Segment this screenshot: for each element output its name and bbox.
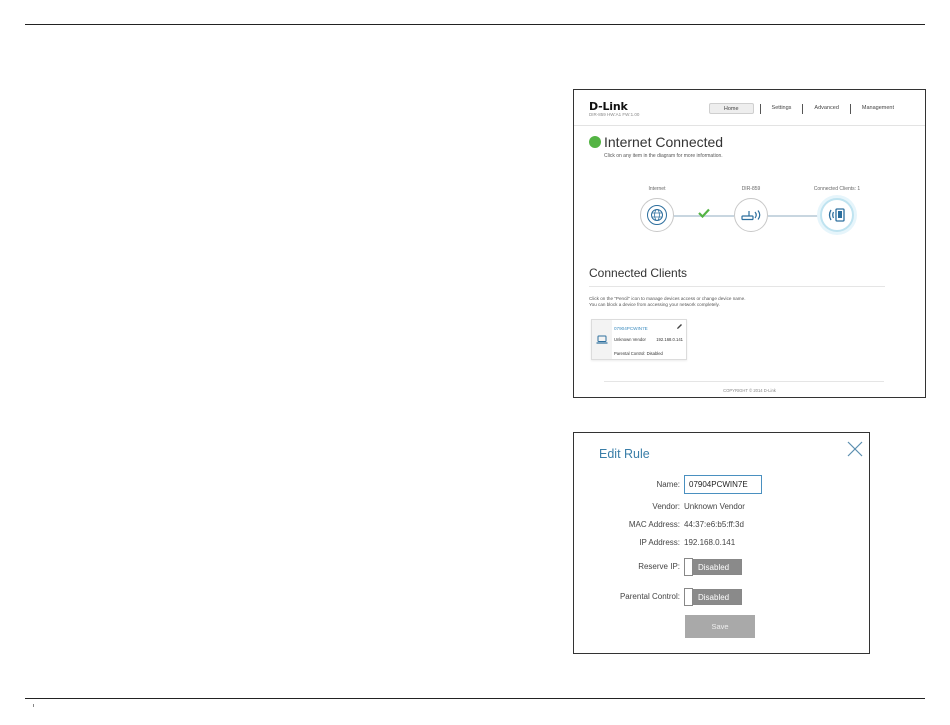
parental-control-toggle[interactable] [684, 589, 742, 605]
reserve-ip-label: Reserve IP: [638, 562, 680, 571]
vendor-label: Vendor: [652, 502, 680, 511]
copyright: COPYRIGHT © 2014 D-Link [723, 388, 776, 393]
parental-control-label: Parental Control: [619, 592, 680, 601]
card-sidebar [592, 320, 612, 359]
connected-clients-title: Connected Clients [589, 266, 688, 280]
dlink-logo: D-Link [589, 100, 628, 113]
ip-label: IP Address: [639, 538, 680, 547]
router-icon [739, 208, 763, 222]
router-node[interactable] [734, 198, 768, 232]
page-bottom-rule [25, 698, 925, 699]
toggle-knob [684, 588, 693, 606]
laptop-icon [596, 335, 608, 344]
dialog-title: Edit Rule [599, 447, 650, 461]
parental-control-state: Disabled [698, 593, 730, 602]
vendor-value: Unknown Vendor [684, 502, 745, 511]
main-nav [709, 103, 905, 114]
nav-management[interactable]: Management [861, 105, 894, 111]
client-ip: 192.168.0.141 [656, 337, 683, 342]
reserve-ip-toggle[interactable] [684, 559, 742, 575]
client-parental-status: Parental Control: Disabled [614, 351, 663, 356]
ip-value: 192.168.0.141 [684, 538, 736, 547]
toggle-knob [684, 558, 693, 576]
page-tick-mark [33, 704, 34, 707]
footer-divider [604, 381, 884, 382]
clients-label: Connected Clients: 1 [813, 186, 861, 192]
pencil-icon[interactable] [676, 323, 683, 330]
client-vendor: Unknown Vendor [614, 337, 646, 342]
description-line-1: Click on the "Pencil" icon to manage devices access or change device name. [589, 296, 746, 301]
save-button[interactable]: Save [685, 615, 755, 638]
status-subtitle: Click on any item in the diagram for more information. [604, 153, 723, 159]
description-line-2: You can block a device from accessing your network completely. [589, 302, 720, 307]
router-clients-link [768, 215, 820, 217]
router-label: DIR-859 [741, 186, 761, 192]
close-icon[interactable] [847, 441, 863, 457]
client-card[interactable] [591, 319, 687, 360]
model-info: DIR-859 HW:A1 FW:1.00 [589, 112, 640, 117]
status-title: Internet Connected [604, 134, 724, 150]
wireless-device-icon [826, 207, 848, 223]
internet-node[interactable] [640, 198, 674, 232]
nav-advanced[interactable]: Advanced [814, 105, 839, 111]
connected-clients-description [589, 296, 745, 308]
mac-label: MAC Address: [628, 520, 680, 529]
home-screenshot [573, 89, 926, 398]
reserve-ip-state: Disabled [698, 563, 730, 572]
edit-rule-dialog [573, 432, 870, 654]
clients-node[interactable] [820, 198, 854, 232]
client-name: 07904PCWIN7E [614, 326, 648, 331]
mac-value: 44:37:e6:b5:ff:3d [684, 520, 744, 529]
globe-icon [647, 205, 667, 225]
internet-label: Internet [648, 186, 666, 192]
nav-home[interactable]: Home [709, 103, 754, 114]
check-icon [698, 208, 710, 218]
header [574, 90, 925, 126]
page-top-rule [25, 24, 925, 25]
section-divider [589, 286, 885, 287]
name-input[interactable] [684, 475, 762, 494]
status-indicator-icon [589, 136, 601, 148]
name-label: Name: [656, 480, 680, 489]
nav-settings[interactable]: Settings [771, 105, 792, 111]
